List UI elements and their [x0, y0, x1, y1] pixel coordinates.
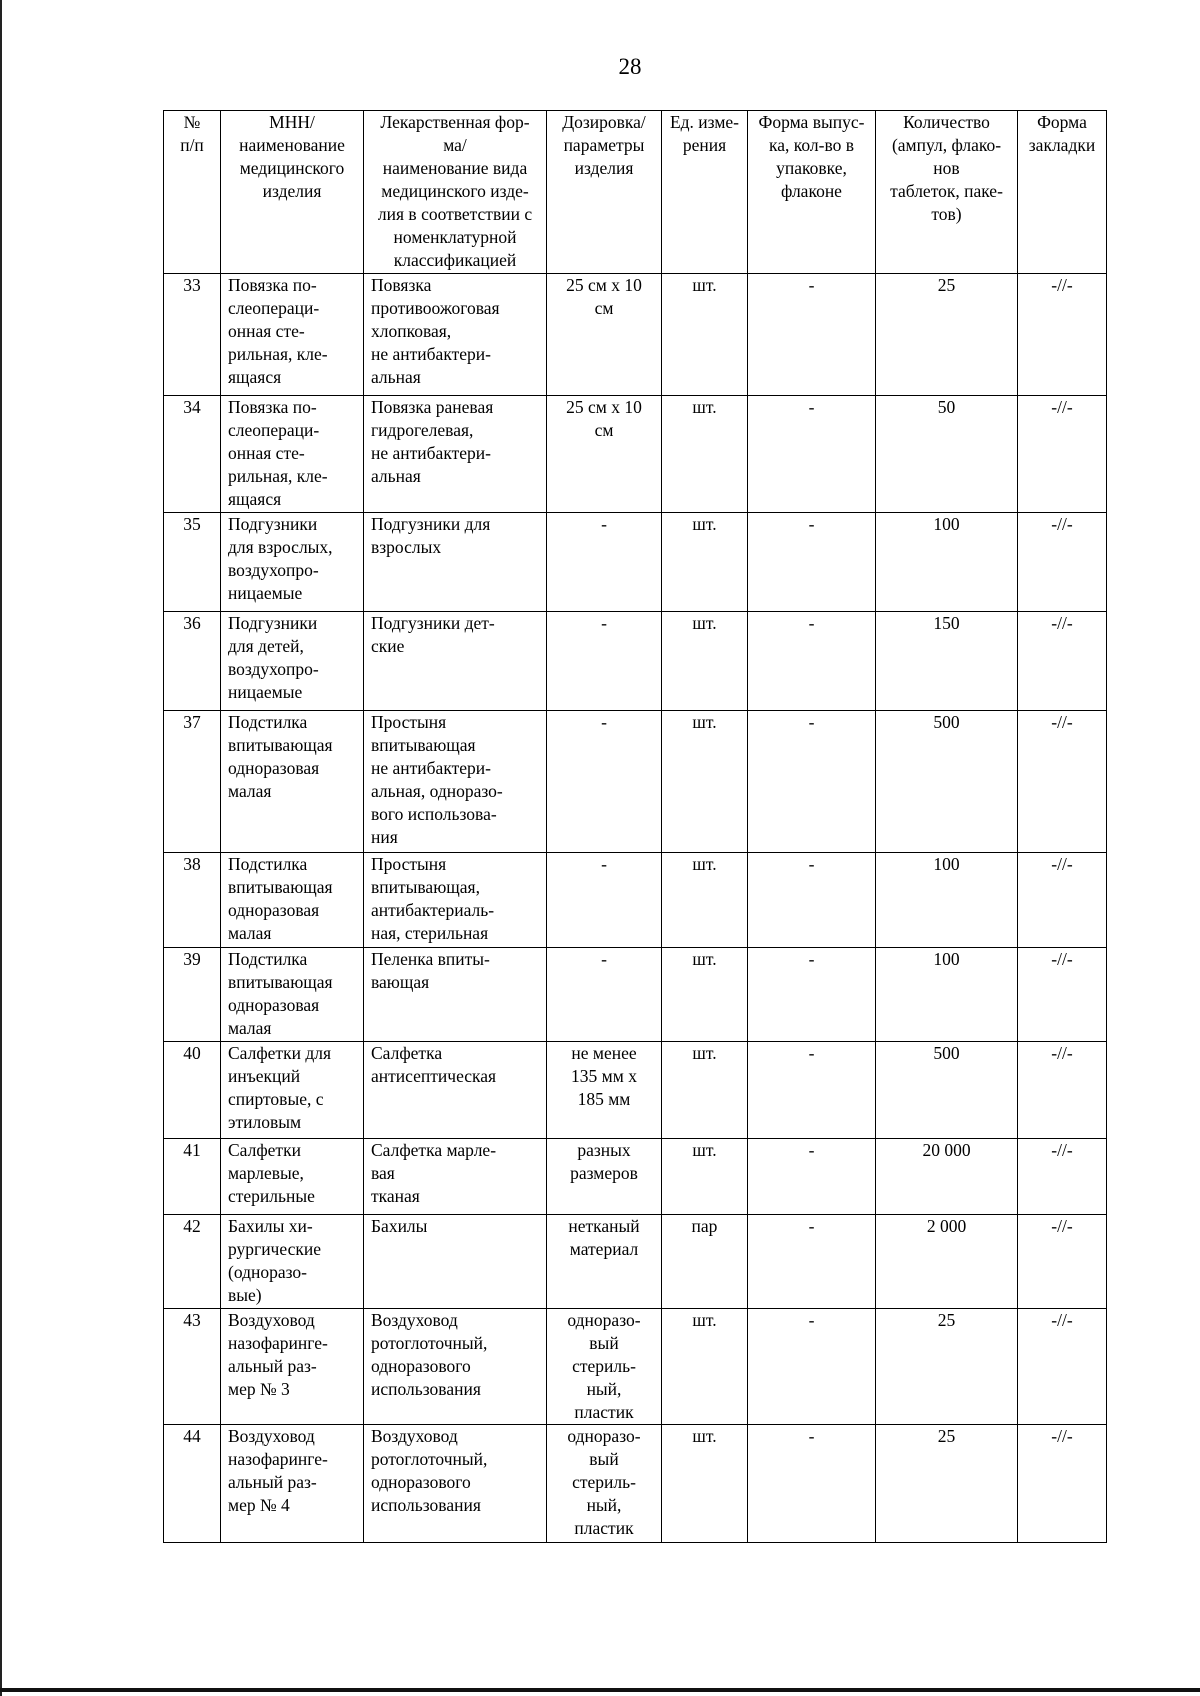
table-row: [164, 396, 1107, 513]
bookmark-form-cell: -//-: [1018, 1042, 1107, 1139]
scan-bottom-edge: [0, 1688, 1200, 1692]
quantity-cell: 100: [876, 853, 1018, 948]
row-number: 37: [164, 711, 221, 853]
unit-cell: шт.: [662, 711, 748, 853]
bookmark-form-cell: -//-: [1018, 711, 1107, 853]
table-row: [164, 274, 1107, 396]
dosage-form-cell: Простыня впитывающая, антибактериаль- ная, стерильная: [364, 853, 547, 948]
mnn-cell: Подстилка впитывающая одноразовая малая: [221, 853, 364, 948]
release-form-cell: -: [748, 274, 876, 396]
bookmark-form-cell: -//-: [1018, 612, 1107, 711]
dosage-cell: одноразо- вый стериль- ный, пластик: [547, 1309, 662, 1425]
release-form-cell: -: [748, 1042, 876, 1139]
table-row: [164, 612, 1107, 711]
bookmark-form-cell: -//-: [1018, 396, 1107, 513]
scan-left-edge: [0, 0, 2, 1696]
mnn-cell: Подгузники для детей, воздухопро- ницаемые: [221, 612, 364, 711]
dosage-cell: -: [547, 948, 662, 1042]
mnn-cell: Повязка по- слеоперaци- онная сте- рильная, кле- ящаяся: [221, 274, 364, 396]
dosage-form-cell: Подгузники для взрослых: [364, 513, 547, 612]
mnn-cell: Подстилка впитывающая одноразовая малая: [221, 948, 364, 1042]
quantity-cell: 25: [876, 1425, 1018, 1543]
header-number: № п/п: [164, 111, 221, 274]
table-row: [164, 1215, 1107, 1309]
dosage-cell: 25 см х 10 см: [547, 274, 662, 396]
release-form-cell: -: [748, 396, 876, 513]
release-form-cell: -: [748, 1139, 876, 1215]
release-form-cell: -: [748, 1309, 876, 1425]
table-row: [164, 1309, 1107, 1425]
row-number: 40: [164, 1042, 221, 1139]
row-number: 36: [164, 612, 221, 711]
header-release-form: Форма выпус- ка, кол-во в упаковке, флаконе: [748, 111, 876, 274]
unit-cell: шт.: [662, 1425, 748, 1543]
medical-items-table: [163, 110, 1107, 1543]
release-form-cell: -: [748, 711, 876, 853]
table-row: [164, 853, 1107, 948]
dosage-cell: -: [547, 711, 662, 853]
dosage-form-cell: Воздуховод ротоглоточный, одноразового использования: [364, 1425, 547, 1543]
mnn-cell: Воздуховод назофаринге- альный раз- мер № 3: [221, 1309, 364, 1425]
dosage-cell: разных размеров: [547, 1139, 662, 1215]
row-number: 33: [164, 274, 221, 396]
dosage-form-cell: Пеленка впиты- вающая: [364, 948, 547, 1042]
release-form-cell: -: [748, 948, 876, 1042]
dosage-form-cell: Повязка противоожоговая хлопковая, не антибактери- альная: [364, 274, 547, 396]
unit-cell: шт.: [662, 1042, 748, 1139]
header-dosage-form: Лекарственная фор- ма/ наименование вида медицинского изде- лия в соответствии с номенклатурной классификацией: [364, 111, 547, 274]
bookmark-form-cell: -//-: [1018, 513, 1107, 612]
mnn-cell: Бахилы хи- рургические (одноразо- вые): [221, 1215, 364, 1309]
header-dosage: Дозировка/ параметры изделия: [547, 111, 662, 274]
row-number: 43: [164, 1309, 221, 1425]
table-row: [164, 711, 1107, 853]
unit-cell: шт.: [662, 513, 748, 612]
bookmark-form-cell: -//-: [1018, 1215, 1107, 1309]
bookmark-form-cell: -//-: [1018, 948, 1107, 1042]
table-row: [164, 948, 1107, 1042]
mnn-cell: Повязка по- слеоперaци- онная сте- рильная, кле- ящаяся: [221, 396, 364, 513]
row-number: 34: [164, 396, 221, 513]
row-number: 39: [164, 948, 221, 1042]
quantity-cell: 500: [876, 1042, 1018, 1139]
release-form-cell: -: [748, 853, 876, 948]
table-header-row: [164, 111, 1107, 274]
unit-cell: шт.: [662, 1309, 748, 1425]
quantity-cell: 20 000: [876, 1139, 1018, 1215]
bookmark-form-cell: -//-: [1018, 1309, 1107, 1425]
row-number: 41: [164, 1139, 221, 1215]
page-number: 28: [618, 54, 642, 79]
dosage-cell: нетканый материал: [547, 1215, 662, 1309]
unit-cell: пар: [662, 1215, 748, 1309]
dosage-form-cell: Воздуховод ротоглоточный, одноразового использования: [364, 1309, 547, 1425]
table-row: [164, 1139, 1107, 1215]
dosage-cell: -: [547, 853, 662, 948]
table-row: [164, 1042, 1107, 1139]
header-bookmark-form: Форма закладки: [1018, 111, 1107, 274]
bookmark-form-cell: -//-: [1018, 1425, 1107, 1543]
dosage-cell: -: [547, 612, 662, 711]
quantity-cell: 25: [876, 1309, 1018, 1425]
unit-cell: шт.: [662, 396, 748, 513]
dosage-form-cell: Бахилы: [364, 1215, 547, 1309]
quantity-cell: 100: [876, 948, 1018, 1042]
release-form-cell: -: [748, 612, 876, 711]
header-mnn: МНН/ наименование медицинского изделия: [221, 111, 364, 274]
row-number: 38: [164, 853, 221, 948]
release-form-cell: -: [748, 513, 876, 612]
row-number: 35: [164, 513, 221, 612]
bookmark-form-cell: -//-: [1018, 853, 1107, 948]
dosage-cell: -: [547, 513, 662, 612]
mnn-cell: Воздуховод назофаринге- альный раз- мер № 4: [221, 1425, 364, 1543]
quantity-cell: 50: [876, 396, 1018, 513]
quantity-cell: 2 000: [876, 1215, 1018, 1309]
release-form-cell: -: [748, 1215, 876, 1309]
quantity-cell: 150: [876, 612, 1018, 711]
dosage-cell: одноразо- вый стериль- ный, пластик: [547, 1425, 662, 1543]
table-row: [164, 513, 1107, 612]
row-number: 44: [164, 1425, 221, 1543]
unit-cell: шт.: [662, 853, 748, 948]
row-number: 42: [164, 1215, 221, 1309]
mnn-cell: Салфетки марлевые, стерильные: [221, 1139, 364, 1215]
header-quantity: Количество (ампул, флако- нов таблеток, паке- тов): [876, 111, 1018, 274]
unit-cell: шт.: [662, 1139, 748, 1215]
quantity-cell: 500: [876, 711, 1018, 853]
unit-cell: шт.: [662, 612, 748, 711]
table-row: [164, 1425, 1107, 1543]
mnn-cell: Салфетки для инъекций спиртовые, с этиловым: [221, 1042, 364, 1139]
release-form-cell: -: [748, 1425, 876, 1543]
dosage-form-cell: Повязка раневая гидрогелевая, не антибактери- альная: [364, 396, 547, 513]
dosage-form-cell: Подгузники дет- ские: [364, 612, 547, 711]
dosage-form-cell: Салфетка марле- вая тканая: [364, 1139, 547, 1215]
dosage-cell: не менее 135 мм х 185 мм: [547, 1042, 662, 1139]
mnn-cell: Подстилка впитывающая одноразовая малая: [221, 711, 364, 853]
unit-cell: шт.: [662, 274, 748, 396]
bookmark-form-cell: -//-: [1018, 1139, 1107, 1215]
dosage-cell: 25 см х 10 см: [547, 396, 662, 513]
header-unit: Ед. изме- рения: [662, 111, 748, 274]
dosage-form-cell: Салфетка антисептическая: [364, 1042, 547, 1139]
quantity-cell: 25: [876, 274, 1018, 396]
mnn-cell: Подгузники для взрослых, воздухопро- ницаемые: [221, 513, 364, 612]
quantity-cell: 100: [876, 513, 1018, 612]
bookmark-form-cell: -//-: [1018, 274, 1107, 396]
dosage-form-cell: Простыня впитывающая не антибактери- альная, одноразо- вого использова- ния: [364, 711, 547, 853]
unit-cell: шт.: [662, 948, 748, 1042]
